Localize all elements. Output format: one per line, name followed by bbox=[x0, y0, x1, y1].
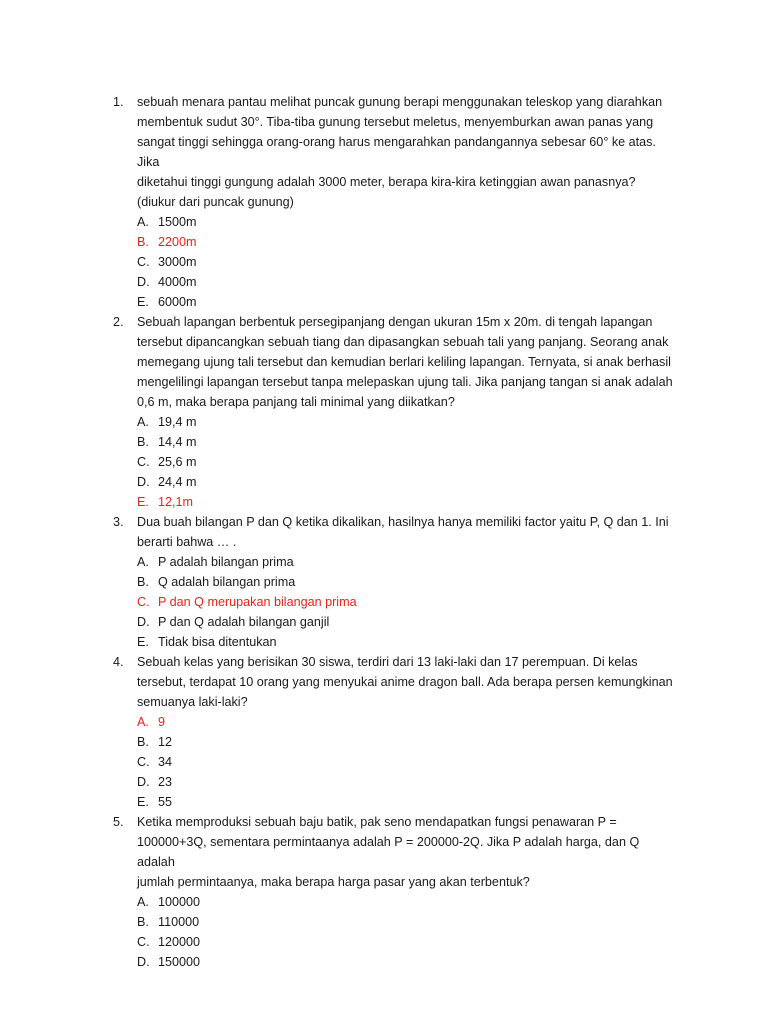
question-item bbox=[0, 652, 768, 812]
option-letter: B. bbox=[137, 235, 149, 249]
option-text: 24,4 m bbox=[158, 475, 197, 489]
question-item bbox=[0, 812, 768, 972]
question-number: 1. bbox=[113, 95, 124, 109]
option-item bbox=[137, 612, 678, 632]
option-item bbox=[137, 772, 678, 792]
option-letter: A. bbox=[137, 715, 149, 729]
option-letter: B. bbox=[137, 575, 149, 589]
option-text: 3000m bbox=[158, 255, 197, 269]
question-item bbox=[0, 312, 768, 512]
option-letter: A. bbox=[137, 555, 149, 569]
option-letter: E. bbox=[137, 295, 149, 309]
option-item bbox=[137, 472, 678, 492]
option-text: 100000 bbox=[158, 895, 201, 909]
option-item bbox=[137, 572, 678, 592]
option-item bbox=[137, 252, 678, 272]
option-letter: D. bbox=[137, 955, 150, 969]
question-number: 3. bbox=[113, 515, 124, 529]
question-number: 5. bbox=[113, 815, 124, 829]
option-text: 19,4 m bbox=[158, 415, 197, 429]
option-letter: B. bbox=[137, 435, 149, 449]
option-list bbox=[137, 552, 678, 652]
option-item bbox=[137, 932, 678, 952]
option-text: 9 bbox=[158, 715, 166, 729]
option-item bbox=[137, 212, 678, 232]
option-text: 4000m bbox=[158, 275, 197, 289]
option-text: 12,1m bbox=[158, 495, 194, 509]
question-text: Dua buah bilangan P dan Q ketika dikalikan, hasilnya hanya memiliki factor yaitu P, Q dan 1. Ini berarti bahwa … . bbox=[137, 515, 669, 549]
option-item-correct bbox=[137, 592, 678, 612]
option-text: 1500m bbox=[158, 215, 197, 229]
option-text: Q adalah bilangan prima bbox=[158, 575, 296, 589]
option-letter: E. bbox=[137, 635, 149, 649]
option-item-correct bbox=[137, 492, 678, 512]
question-text: Ketika memproduksi sebuah baju batik, pak seno mendapatkan fungsi penawaran P = 100000+3Q, sementara permintaanya adalah P = 200000-2Q. Jika P adalah harga, dan Q adalah jumlah permintaanya, maka berapa harga pasar yang akan terbentuk? bbox=[137, 815, 640, 889]
option-letter: A. bbox=[137, 895, 149, 909]
option-list bbox=[137, 892, 678, 972]
option-item bbox=[137, 452, 678, 472]
option-text: 25,6 m bbox=[158, 455, 197, 469]
option-item bbox=[137, 732, 678, 752]
option-item bbox=[137, 412, 678, 432]
option-list bbox=[137, 712, 678, 812]
question-list bbox=[0, 92, 768, 972]
option-text: 14,4 m bbox=[158, 435, 197, 449]
option-letter: B. bbox=[137, 915, 149, 929]
option-list bbox=[137, 412, 678, 512]
option-letter: E. bbox=[137, 795, 149, 809]
option-item bbox=[137, 292, 678, 312]
option-item bbox=[137, 272, 678, 292]
option-text: 55 bbox=[158, 795, 173, 809]
option-letter: D. bbox=[137, 775, 150, 789]
option-text: P dan Q adalah bilangan ganjil bbox=[158, 615, 330, 629]
option-letter: C. bbox=[137, 255, 150, 269]
option-item bbox=[137, 952, 678, 972]
question-number: 4. bbox=[113, 655, 124, 669]
option-letter: C. bbox=[137, 755, 150, 769]
option-text: 23 bbox=[158, 775, 173, 789]
option-letter: C. bbox=[137, 455, 150, 469]
option-letter: D. bbox=[137, 475, 150, 489]
option-text: 110000 bbox=[158, 915, 200, 929]
question-number: 2. bbox=[113, 315, 124, 329]
option-item-correct bbox=[137, 712, 678, 732]
option-text: 34 bbox=[158, 755, 173, 769]
question-text: Sebuah lapangan berbentuk persegipanjang dengan ukuran 15m x 20m. di tengah lapangan tersebut dipancangkan sebuah tiang dan dipasangkan sebuah tali yang panjang. Seorang anak memegang ujung tali tersebut dan kemudian berlari keliling lapangan. Ternyata, si anak berhasil mengelilingi lapangan tersebut tanpa melepaskan ujung tali. Jika panjang tangan si anak adalah 0,6 m, maka berapa panjang tali minimal yang diikatkan? bbox=[137, 315, 673, 409]
option-text: 6000m bbox=[158, 295, 197, 309]
option-text: 120000 bbox=[158, 935, 201, 949]
option-item bbox=[137, 752, 678, 772]
option-text: 12 bbox=[158, 735, 173, 749]
option-letter: B. bbox=[137, 735, 149, 749]
question-item bbox=[0, 92, 768, 312]
option-item bbox=[137, 912, 678, 932]
option-letter: A. bbox=[137, 215, 149, 229]
question-text: sebuah menara pantau melihat puncak gunung berapi menggunakan teleskop yang diarahkan membentuk sudut 30°. Tiba-tiba gunung tersebut meletus, menyemburkan awan panas yang sangat tinggi sehingga orang-orang harus mengarahkan pandangannya sebesar 60° ke atas. Jika diketahui tinggi gungung adalah 3000 meter, berapa kira-kira ketinggian awan panasnya? (diukur dari puncak gunung) bbox=[137, 95, 663, 209]
option-text: 150000 bbox=[158, 955, 201, 969]
option-item-correct bbox=[137, 232, 678, 252]
option-letter: E. bbox=[137, 495, 149, 509]
option-text: P adalah bilangan prima bbox=[158, 555, 294, 569]
option-letter: A. bbox=[137, 415, 149, 429]
option-item bbox=[137, 892, 678, 912]
option-item bbox=[137, 632, 678, 652]
option-text: Tidak bisa ditentukan bbox=[158, 635, 277, 649]
option-item bbox=[137, 792, 678, 812]
question-item bbox=[0, 512, 768, 652]
option-letter: C. bbox=[137, 935, 150, 949]
option-list bbox=[137, 212, 678, 312]
option-letter: D. bbox=[137, 275, 150, 289]
option-text: 2200m bbox=[158, 235, 197, 249]
option-item bbox=[137, 432, 678, 452]
option-text: P dan Q merupakan bilangan prima bbox=[158, 595, 357, 609]
option-letter: D. bbox=[137, 615, 150, 629]
option-item bbox=[137, 552, 678, 572]
option-letter: C. bbox=[137, 595, 150, 609]
question-text: Sebuah kelas yang berisikan 30 siswa, terdiri dari 13 laki-laki dan 17 perempuan. Di kelas tersebut, terdapat 10 orang yang menyukai anime dragon ball. Ada berapa persen kemungkinan semuanya laki-laki? bbox=[137, 655, 673, 709]
